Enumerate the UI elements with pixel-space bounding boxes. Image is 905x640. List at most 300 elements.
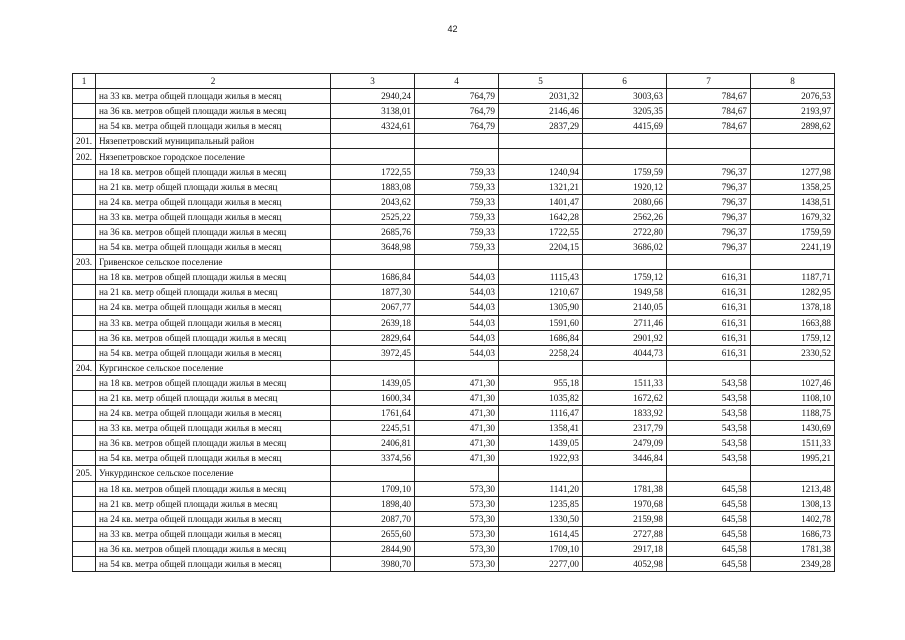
value-cell: 645,58 bbox=[667, 541, 751, 556]
row-index bbox=[73, 224, 96, 239]
value-cell: 1330,50 bbox=[499, 511, 583, 526]
value-cell: 471,30 bbox=[415, 390, 499, 405]
row-description: на 33 кв. метра общей площади жилья в месяц bbox=[96, 421, 331, 436]
row-index: 201. bbox=[73, 134, 96, 149]
value-cell: 2193,97 bbox=[751, 104, 835, 119]
value-cell: 1277,98 bbox=[751, 164, 835, 179]
row-index bbox=[73, 406, 96, 421]
table-row bbox=[73, 557, 835, 572]
value-cell: 2067,77 bbox=[331, 300, 415, 315]
value-cell bbox=[331, 149, 415, 164]
value-cell: 2031,32 bbox=[499, 89, 583, 104]
value-cell bbox=[415, 134, 499, 149]
value-cell bbox=[499, 255, 583, 270]
value-cell: 2685,76 bbox=[331, 224, 415, 239]
value-cell: 544,03 bbox=[415, 300, 499, 315]
value-cell: 2844,90 bbox=[331, 541, 415, 556]
value-cell: 1722,55 bbox=[331, 164, 415, 179]
row-index bbox=[73, 451, 96, 466]
value-cell: 543,58 bbox=[667, 421, 751, 436]
row-description: на 21 кв. метр общей площади жилья в месяц bbox=[96, 285, 331, 300]
value-cell: 645,58 bbox=[667, 526, 751, 541]
table-row bbox=[73, 345, 835, 360]
value-cell: 1970,68 bbox=[583, 496, 667, 511]
value-cell: 796,37 bbox=[667, 224, 751, 239]
row-description: на 36 кв. метров общей площади жилья в месяц bbox=[96, 224, 331, 239]
table-row bbox=[73, 240, 835, 255]
row-description: на 18 кв. метров общей площади жилья в месяц bbox=[96, 481, 331, 496]
value-cell: 1642,28 bbox=[499, 209, 583, 224]
value-cell bbox=[331, 134, 415, 149]
value-cell: 759,33 bbox=[415, 209, 499, 224]
value-cell: 1781,38 bbox=[583, 481, 667, 496]
value-cell: 1439,05 bbox=[331, 375, 415, 390]
value-cell: 1920,12 bbox=[583, 179, 667, 194]
value-cell bbox=[415, 149, 499, 164]
row-description: на 18 кв. метров общей площади жилья в месяц bbox=[96, 270, 331, 285]
value-cell: 2525,22 bbox=[331, 209, 415, 224]
row-description: на 24 кв. метра общей площади жилья в месяц bbox=[96, 406, 331, 421]
value-cell: 2898,62 bbox=[751, 119, 835, 134]
value-cell bbox=[751, 134, 835, 149]
row-index bbox=[73, 119, 96, 134]
value-cell: 796,37 bbox=[667, 194, 751, 209]
value-cell: 616,31 bbox=[667, 270, 751, 285]
value-cell: 1213,48 bbox=[751, 481, 835, 496]
row-description: на 54 кв. метра общей площади жилья в месяц bbox=[96, 240, 331, 255]
value-cell bbox=[583, 149, 667, 164]
row-description: Нязепетровское городское поселение bbox=[96, 149, 331, 164]
header-cell: 4 bbox=[415, 74, 499, 89]
value-cell: 1922,93 bbox=[499, 451, 583, 466]
value-cell: 573,30 bbox=[415, 511, 499, 526]
value-cell: 2080,66 bbox=[583, 194, 667, 209]
value-cell: 1141,20 bbox=[499, 481, 583, 496]
value-cell: 1402,78 bbox=[751, 511, 835, 526]
section-row bbox=[73, 466, 835, 481]
value-cell bbox=[583, 134, 667, 149]
value-cell: 1511,33 bbox=[583, 375, 667, 390]
value-cell: 3003,63 bbox=[583, 89, 667, 104]
value-cell: 573,30 bbox=[415, 481, 499, 496]
header-cell: 2 bbox=[96, 74, 331, 89]
value-cell: 2406,81 bbox=[331, 436, 415, 451]
value-cell: 1358,41 bbox=[499, 421, 583, 436]
row-description: на 21 кв. метр общей площади жилья в месяц bbox=[96, 179, 331, 194]
value-cell: 1759,12 bbox=[751, 330, 835, 345]
row-description: на 24 кв. метра общей площади жилья в месяц bbox=[96, 194, 331, 209]
value-cell bbox=[415, 360, 499, 375]
page-number: 42 bbox=[447, 24, 458, 34]
row-description: на 36 кв. метров общей площади жилья в месяц bbox=[96, 541, 331, 556]
table-row bbox=[73, 89, 835, 104]
value-cell: 1686,84 bbox=[499, 330, 583, 345]
value-cell: 1235,85 bbox=[499, 496, 583, 511]
row-description: на 54 кв. метра общей площади жилья в месяц bbox=[96, 557, 331, 572]
row-description: на 36 кв. метров общей площади жилья в месяц bbox=[96, 436, 331, 451]
value-cell bbox=[499, 134, 583, 149]
row-description: на 21 кв. метр общей площади жилья в месяц bbox=[96, 390, 331, 405]
value-cell: 3686,02 bbox=[583, 240, 667, 255]
row-description: Гривенское сельское поселение bbox=[96, 255, 331, 270]
value-cell: 796,37 bbox=[667, 164, 751, 179]
table-row bbox=[73, 285, 835, 300]
value-cell: 2159,98 bbox=[583, 511, 667, 526]
row-index bbox=[73, 345, 96, 360]
table-body bbox=[73, 74, 835, 572]
row-description: на 36 кв. метров общей площади жилья в месяц bbox=[96, 330, 331, 345]
value-cell: 2330,52 bbox=[751, 345, 835, 360]
value-cell: 1438,51 bbox=[751, 194, 835, 209]
header-cell: 6 bbox=[583, 74, 667, 89]
value-cell: 1600,34 bbox=[331, 390, 415, 405]
row-index: 202. bbox=[73, 149, 96, 164]
value-cell: 573,30 bbox=[415, 526, 499, 541]
value-cell: 1305,90 bbox=[499, 300, 583, 315]
value-cell bbox=[499, 466, 583, 481]
value-cell: 1401,47 bbox=[499, 194, 583, 209]
row-description: на 36 кв. метров общей площади жилья в месяц bbox=[96, 104, 331, 119]
row-description: Ункурдинское сельское поселение bbox=[96, 466, 331, 481]
header-cell: 8 bbox=[751, 74, 835, 89]
value-cell: 4324,61 bbox=[331, 119, 415, 134]
value-cell: 1511,33 bbox=[751, 436, 835, 451]
value-cell: 796,37 bbox=[667, 209, 751, 224]
row-index bbox=[73, 179, 96, 194]
value-cell: 3205,35 bbox=[583, 104, 667, 119]
table-header-row bbox=[73, 74, 835, 89]
row-index bbox=[73, 104, 96, 119]
table-row bbox=[73, 390, 835, 405]
value-cell: 1591,60 bbox=[499, 315, 583, 330]
row-description: на 24 кв. метра общей площади жилья в месяц bbox=[96, 511, 331, 526]
row-index bbox=[73, 330, 96, 345]
value-cell: 2146,46 bbox=[499, 104, 583, 119]
section-row bbox=[73, 149, 835, 164]
value-cell: 4415,69 bbox=[583, 119, 667, 134]
table-row bbox=[73, 406, 835, 421]
value-cell: 1759,59 bbox=[583, 164, 667, 179]
value-cell bbox=[583, 360, 667, 375]
row-description: на 33 кв. метра общей площади жилья в месяц bbox=[96, 89, 331, 104]
row-index bbox=[73, 315, 96, 330]
value-cell: 759,33 bbox=[415, 240, 499, 255]
header-cell: 3 bbox=[331, 74, 415, 89]
row-index bbox=[73, 436, 96, 451]
row-description: на 18 кв. метров общей площади жилья в месяц bbox=[96, 164, 331, 179]
row-description: на 18 кв. метров общей площади жилья в месяц bbox=[96, 375, 331, 390]
row-index: 203. bbox=[73, 255, 96, 270]
value-cell: 544,03 bbox=[415, 315, 499, 330]
row-index bbox=[73, 390, 96, 405]
value-cell: 543,58 bbox=[667, 436, 751, 451]
value-cell: 645,58 bbox=[667, 557, 751, 572]
value-cell: 645,58 bbox=[667, 511, 751, 526]
value-cell: 2277,00 bbox=[499, 557, 583, 572]
value-cell: 759,33 bbox=[415, 164, 499, 179]
value-cell: 573,30 bbox=[415, 557, 499, 572]
row-index bbox=[73, 240, 96, 255]
value-cell: 1949,58 bbox=[583, 285, 667, 300]
value-cell: 1614,45 bbox=[499, 526, 583, 541]
value-cell: 2043,62 bbox=[331, 194, 415, 209]
row-index bbox=[73, 194, 96, 209]
value-cell: 2711,46 bbox=[583, 315, 667, 330]
value-cell: 645,58 bbox=[667, 481, 751, 496]
value-cell: 1187,71 bbox=[751, 270, 835, 285]
table-row bbox=[73, 194, 835, 209]
row-index bbox=[73, 421, 96, 436]
value-cell: 2655,60 bbox=[331, 526, 415, 541]
value-cell: 2245,51 bbox=[331, 421, 415, 436]
table-row bbox=[73, 481, 835, 496]
value-cell: 616,31 bbox=[667, 330, 751, 345]
value-cell: 2076,53 bbox=[751, 89, 835, 104]
value-cell: 1722,55 bbox=[499, 224, 583, 239]
value-cell bbox=[667, 149, 751, 164]
value-cell: 2837,29 bbox=[499, 119, 583, 134]
table-row bbox=[73, 421, 835, 436]
row-index bbox=[73, 164, 96, 179]
value-cell: 471,30 bbox=[415, 406, 499, 421]
value-cell bbox=[415, 466, 499, 481]
value-cell: 764,79 bbox=[415, 119, 499, 134]
value-cell: 543,58 bbox=[667, 375, 751, 390]
row-index bbox=[73, 541, 96, 556]
table-row bbox=[73, 511, 835, 526]
row-index: 204. bbox=[73, 360, 96, 375]
table-row bbox=[73, 104, 835, 119]
value-cell bbox=[583, 255, 667, 270]
value-cell bbox=[331, 466, 415, 481]
value-cell bbox=[499, 149, 583, 164]
value-cell bbox=[751, 360, 835, 375]
table-row bbox=[73, 375, 835, 390]
value-cell bbox=[331, 360, 415, 375]
value-cell bbox=[751, 466, 835, 481]
table-row bbox=[73, 436, 835, 451]
value-cell: 955,18 bbox=[499, 375, 583, 390]
value-cell: 1282,95 bbox=[751, 285, 835, 300]
value-cell: 4044,73 bbox=[583, 345, 667, 360]
utility-rate-table bbox=[72, 73, 835, 572]
row-description: на 54 кв. метра общей площади жилья в месяц bbox=[96, 345, 331, 360]
row-index bbox=[73, 300, 96, 315]
value-cell: 616,31 bbox=[667, 345, 751, 360]
table-row bbox=[73, 119, 835, 134]
value-cell: 544,03 bbox=[415, 345, 499, 360]
row-description: на 21 кв. метр общей площади жилья в месяц bbox=[96, 496, 331, 511]
value-cell: 1759,59 bbox=[751, 224, 835, 239]
value-cell: 2917,18 bbox=[583, 541, 667, 556]
value-cell: 3972,45 bbox=[331, 345, 415, 360]
value-cell: 2349,28 bbox=[751, 557, 835, 572]
row-description: на 54 кв. метра общей площади жилья в месяц bbox=[96, 119, 331, 134]
value-cell: 784,67 bbox=[667, 104, 751, 119]
value-cell: 796,37 bbox=[667, 240, 751, 255]
row-description: на 33 кв. метра общей площади жилья в месяц bbox=[96, 526, 331, 541]
value-cell: 2722,80 bbox=[583, 224, 667, 239]
value-cell: 759,33 bbox=[415, 179, 499, 194]
value-cell: 3648,98 bbox=[331, 240, 415, 255]
row-index bbox=[73, 496, 96, 511]
value-cell: 2829,64 bbox=[331, 330, 415, 345]
section-row bbox=[73, 255, 835, 270]
value-cell: 616,31 bbox=[667, 315, 751, 330]
value-cell: 2940,24 bbox=[331, 89, 415, 104]
value-cell: 1898,40 bbox=[331, 496, 415, 511]
value-cell: 2241,19 bbox=[751, 240, 835, 255]
value-cell: 759,33 bbox=[415, 194, 499, 209]
row-index bbox=[73, 511, 96, 526]
value-cell: 1995,21 bbox=[751, 451, 835, 466]
row-index bbox=[73, 375, 96, 390]
value-cell bbox=[667, 360, 751, 375]
value-cell: 1679,32 bbox=[751, 209, 835, 224]
value-cell: 616,31 bbox=[667, 300, 751, 315]
row-description: на 33 кв. метра общей площади жилья в месяц bbox=[96, 209, 331, 224]
value-cell: 471,30 bbox=[415, 375, 499, 390]
row-index bbox=[73, 89, 96, 104]
value-cell: 759,33 bbox=[415, 224, 499, 239]
row-index bbox=[73, 285, 96, 300]
value-cell: 1883,08 bbox=[331, 179, 415, 194]
value-cell: 544,03 bbox=[415, 270, 499, 285]
value-cell bbox=[499, 360, 583, 375]
row-index bbox=[73, 209, 96, 224]
row-description: Нязепетровский муниципальный район bbox=[96, 134, 331, 149]
value-cell: 543,58 bbox=[667, 406, 751, 421]
value-cell: 543,58 bbox=[667, 390, 751, 405]
table-row bbox=[73, 541, 835, 556]
table-row bbox=[73, 209, 835, 224]
value-cell: 1709,10 bbox=[499, 541, 583, 556]
table-row bbox=[73, 164, 835, 179]
row-index bbox=[73, 270, 96, 285]
row-index bbox=[73, 557, 96, 572]
table-row bbox=[73, 300, 835, 315]
value-cell: 471,30 bbox=[415, 451, 499, 466]
value-cell: 1108,10 bbox=[751, 390, 835, 405]
value-cell: 1321,21 bbox=[499, 179, 583, 194]
value-cell: 1761,64 bbox=[331, 406, 415, 421]
value-cell: 543,58 bbox=[667, 451, 751, 466]
value-cell: 2562,26 bbox=[583, 209, 667, 224]
row-index: 205. bbox=[73, 466, 96, 481]
value-cell: 3138,01 bbox=[331, 104, 415, 119]
row-description: на 54 кв. метра общей площади жилья в месяц bbox=[96, 451, 331, 466]
table-row bbox=[73, 179, 835, 194]
value-cell: 1188,75 bbox=[751, 406, 835, 421]
value-cell: 544,03 bbox=[415, 285, 499, 300]
table-row bbox=[73, 270, 835, 285]
value-cell bbox=[583, 466, 667, 481]
section-row bbox=[73, 360, 835, 375]
table-row bbox=[73, 496, 835, 511]
value-cell: 2140,05 bbox=[583, 300, 667, 315]
row-description: на 33 кв. метра общей площади жилья в месяц bbox=[96, 315, 331, 330]
value-cell: 1686,73 bbox=[751, 526, 835, 541]
value-cell: 784,67 bbox=[667, 89, 751, 104]
value-cell: 2727,88 bbox=[583, 526, 667, 541]
value-cell: 2317,79 bbox=[583, 421, 667, 436]
table-row bbox=[73, 526, 835, 541]
value-cell: 1672,62 bbox=[583, 390, 667, 405]
value-cell: 1709,10 bbox=[331, 481, 415, 496]
value-cell bbox=[751, 149, 835, 164]
value-cell: 1430,69 bbox=[751, 421, 835, 436]
value-cell: 616,31 bbox=[667, 285, 751, 300]
value-cell: 3446,84 bbox=[583, 451, 667, 466]
value-cell bbox=[415, 255, 499, 270]
value-cell: 1833,92 bbox=[583, 406, 667, 421]
value-cell: 1877,30 bbox=[331, 285, 415, 300]
value-cell bbox=[751, 255, 835, 270]
value-cell: 1035,82 bbox=[499, 390, 583, 405]
value-cell: 1378,18 bbox=[751, 300, 835, 315]
value-cell bbox=[331, 255, 415, 270]
table-row bbox=[73, 451, 835, 466]
value-cell: 2204,15 bbox=[499, 240, 583, 255]
value-cell: 1439,05 bbox=[499, 436, 583, 451]
value-cell: 1115,43 bbox=[499, 270, 583, 285]
value-cell: 645,58 bbox=[667, 496, 751, 511]
value-cell: 4052,98 bbox=[583, 557, 667, 572]
value-cell: 1308,13 bbox=[751, 496, 835, 511]
value-cell: 1759,12 bbox=[583, 270, 667, 285]
value-cell: 1663,88 bbox=[751, 315, 835, 330]
value-cell: 2087,70 bbox=[331, 511, 415, 526]
value-cell: 544,03 bbox=[415, 330, 499, 345]
value-cell: 1240,94 bbox=[499, 164, 583, 179]
value-cell: 1781,38 bbox=[751, 541, 835, 556]
table-row bbox=[73, 315, 835, 330]
value-cell bbox=[667, 255, 751, 270]
value-cell: 2639,18 bbox=[331, 315, 415, 330]
value-cell: 1027,46 bbox=[751, 375, 835, 390]
value-cell: 764,79 bbox=[415, 104, 499, 119]
row-description: на 24 кв. метра общей площади жилья в месяц bbox=[96, 300, 331, 315]
value-cell: 784,67 bbox=[667, 119, 751, 134]
value-cell: 1686,84 bbox=[331, 270, 415, 285]
value-cell: 471,30 bbox=[415, 421, 499, 436]
table-row bbox=[73, 224, 835, 239]
table-row bbox=[73, 330, 835, 345]
value-cell: 3980,70 bbox=[331, 557, 415, 572]
header-cell: 5 bbox=[499, 74, 583, 89]
value-cell: 796,37 bbox=[667, 179, 751, 194]
header-cell: 7 bbox=[667, 74, 751, 89]
header-cell: 1 bbox=[73, 74, 96, 89]
row-index bbox=[73, 526, 96, 541]
value-cell: 573,30 bbox=[415, 496, 499, 511]
row-description: Кургинское сельское поселение bbox=[96, 360, 331, 375]
value-cell: 2258,24 bbox=[499, 345, 583, 360]
row-index bbox=[73, 481, 96, 496]
value-cell bbox=[667, 134, 751, 149]
value-cell: 471,30 bbox=[415, 436, 499, 451]
value-cell: 1210,67 bbox=[499, 285, 583, 300]
value-cell: 1116,47 bbox=[499, 406, 583, 421]
value-cell bbox=[667, 466, 751, 481]
value-cell: 2479,09 bbox=[583, 436, 667, 451]
value-cell: 2901,92 bbox=[583, 330, 667, 345]
value-cell: 573,30 bbox=[415, 541, 499, 556]
value-cell: 1358,25 bbox=[751, 179, 835, 194]
value-cell: 764,79 bbox=[415, 89, 499, 104]
section-row bbox=[73, 134, 835, 149]
value-cell: 3374,56 bbox=[331, 451, 415, 466]
